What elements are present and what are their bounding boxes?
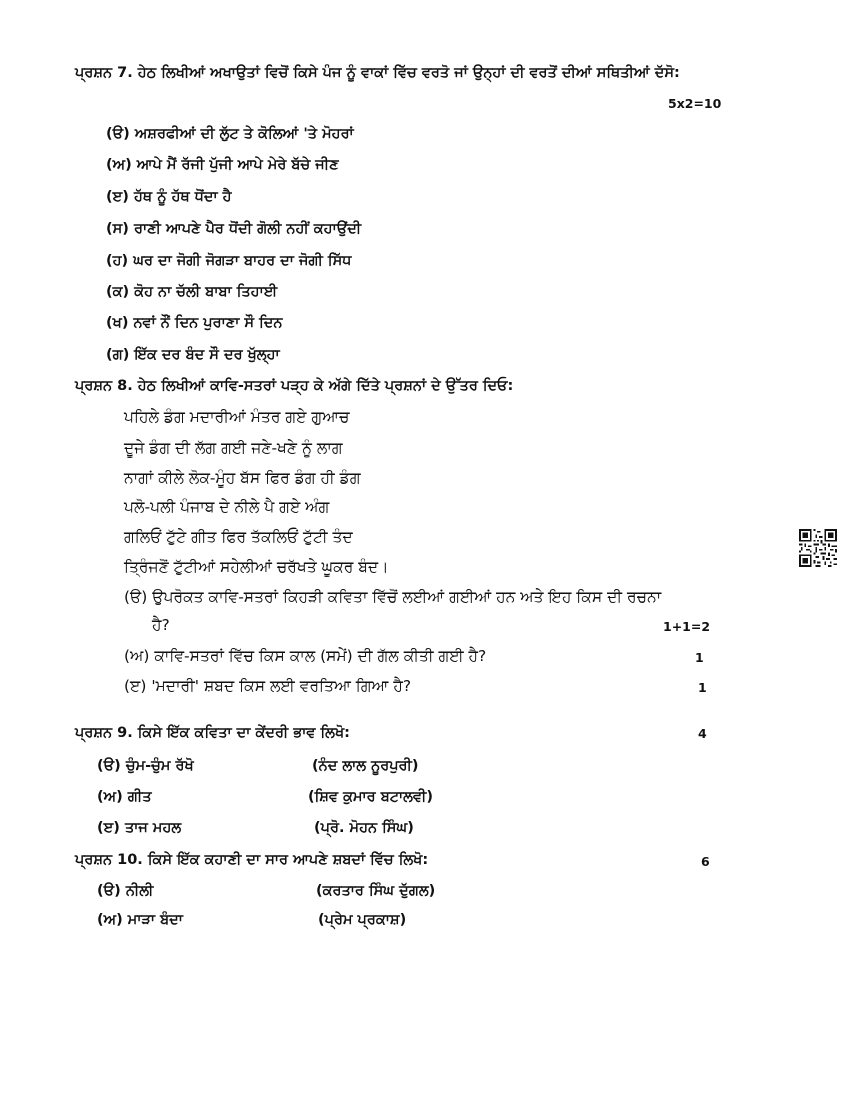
q9-marks: 4: [698, 726, 707, 741]
q10-option-2-author: (ਪ੍ਰੇਮ ਪ੍ਰਕਾਸ਼): [318, 912, 407, 928]
q9-option-2-author: (ਸ਼ਿਵ ਕੁਮਾਰ ਬਟਾਲਵੀ): [308, 789, 434, 805]
q7-option-7: (ਖ) ਨਵਾਂ ਨੌਂ ਦਿਨ ਪੁਰਾਣਾ ਸੌ ਦਿਨ: [106, 315, 283, 331]
q9-option-1: (ੳ) ਚੁੰਮ-ਚੁੰਮ ਰੱਖੋ: [97, 758, 194, 774]
q8-sub-b-marks: 1: [695, 650, 704, 665]
q9-option-3: (ੲ) ਤਾਜ ਮਹਲ: [97, 820, 182, 836]
q8-sub-c: (ੲ) 'ਮਦਾਰੀ' ਸ਼ਬਦ ਕਿਸ ਲਈ ਵਰਤਿਆ ਗਿਆ ਹੈ?: [124, 677, 412, 695]
q7-option-2: (ਅ) ਆਪੇ ਮੈਂ ਰੱਜੀ ਪੁੱਜੀ ਆਪੇ ਮੇਰੇ ਬੱਚੇ ਜੀਣ: [106, 157, 339, 173]
q10-heading: ਪ੍ਰਸ਼ਨ 10. ਕਿਸੇ ਇੱਕ ਕਹਾਣੀ ਦਾ ਸਾਰ ਆਪਣੇ ਸ਼ਬਦਾਂ ਵਿੱਚ ਲਿਖੋ:: [75, 852, 429, 868]
q8-verse-4: ਪਲੋ-ਪਲੀ ਪੰਜਾਬ ਦੇ ਨੀਲੇ ਪੈ ਗਏ ਅੰਗ: [124, 498, 330, 516]
q8-verse-5: ਗਲਿਓਂ ਟੁੱਟੇ ਗੀਤ ਫਿਰ ਤੱਕਲਿਓਂ ਟੁੱਟੀ ਤੰਦ: [124, 528, 353, 546]
q10-option-1-author: (ਕਰਤਾਰ ਸਿੰਘ ਦੁੱਗਲ): [316, 883, 436, 899]
q8-sub-c-marks: 1: [698, 680, 707, 695]
q7-option-3: (ੲ) ਹੱਥ ਨੂੰ ਹੱਥ ਧੋਂਦਾ ਹੈ: [106, 189, 232, 205]
q8-sub-a-cont: ਹੈ?: [152, 616, 170, 634]
q8-heading: ਪ੍ਰਸ਼ਨ 8. ਹੇਠ ਲਿਖੀਆਂ ਕਾਵਿ-ਸਤਰਾਂ ਪੜ੍ਹ ਕੇ ਅੱਗੇ ਦਿੱਤੇ ਪ੍ਰਸ਼ਨਾਂ ਦੇ ਉੱਤਰ ਦਿਓ:: [75, 378, 514, 394]
q7-option-4: (ਸ) ਰਾਣੀ ਆਪਣੇ ਪੈਰ ਧੋਂਦੀ ਗੋਲੀ ਨਹੀਂ ਕਹਾਉਂਦੀ: [106, 221, 362, 237]
q7-option-8: (ਗ) ਇੱਕ ਦਰ ਬੰਦ ਸੌ ਦਰ ਖੁੱਲ੍ਹਾ: [106, 347, 280, 363]
q8-verse-2: ਦੂਜੇ ਡੰਗ ਦੀ ਲੱਗ ਗਈ ਜਣੇ-ਖਣੇ ਨੂੰ ਲਾਗ: [124, 439, 343, 457]
q9-option-1-author: (ਨੰਦ ਲਾਲ ਨੂਰਪੁਰੀ): [312, 758, 419, 774]
q8-sub-a-marks: 1+1=2: [663, 619, 711, 634]
q7-option-6: (ਕ) ਕੋਹ ਨਾ ਚੱਲੀ ਬਾਬਾ ਤਿਹਾਈ: [106, 284, 278, 300]
q7-option-1: (ੳ) ਅਸ਼ਰਫੀਆਂ ਦੀ ਲੁੱਟ ਤੇ ਕੋਲਿਆਂ 'ਤੇ ਮੋਹਰਾਂ: [106, 126, 354, 142]
q7-option-5: (ਹ) ਘਰ ਦਾ ਜੋਗੀ ਜੋਗੜਾ ਬਾਹਰ ਦਾ ਜੋਗੀ ਸਿੱਧ: [106, 253, 352, 269]
q8-sub-a: (ੳ) ਉਪਰੋਕਤ ਕਾਵਿ-ਸਤਰਾਂ ਕਿਹੜੀ ਕਵਿਤਾ ਵਿੱਚੋਂ ਲਈਆਂ ਗਈਆਂ ਹਨ ਅਤੇ ਇਹ ਕਿਸ ਦੀ ਰਚਨਾ: [124, 588, 662, 606]
q9-option-2: (ਅ) ਗੀਤ: [97, 789, 152, 805]
q7-heading: ਪ੍ਰਸ਼ਨ 7. ਹੇਠ ਲਿਖੀਆਂ ਅਖਾਉਤਾਂ ਵਿਚੋਂ ਕਿਸੇ ਪੰਜ ਨੂੰ ਵਾਕਾਂ ਵਿੱਚ ਵਰਤੋ ਜਾਂ ਉਨ੍ਹਾਂ ਦੀ ਵਰਤੋਂ ਦੀਆਂ ਸਥਿਤੀਆਂ ਦੱਸੋ:: [75, 65, 680, 81]
q10-marks: 6: [701, 854, 710, 869]
q7-marks: 5x2=10: [668, 96, 722, 111]
q8-verse-3: ਨਾਗਾਂ ਕੀਲੇ ਲੋਕ-ਮੂੰਹ ਬੱਸ ਫਿਰ ਡੰਗ ਹੀ ਡੰਗ: [124, 469, 361, 487]
q8-sub-b: (ਅ) ਕਾਵਿ-ਸਤਰਾਂ ਵਿੱਚ ਕਿਸ ਕਾਲ (ਸਮੇਂ) ਦੀ ਗੱਲ ਕੀਤੀ ਗਈ ਹੈ?: [124, 647, 487, 665]
q9-heading: ਪ੍ਰਸ਼ਨ 9. ਕਿਸੇ ਇੱਕ ਕਵਿਤਾ ਦਾ ਕੇਂਦਰੀ ਭਾਵ ਲਿਖੋ:: [75, 725, 350, 741]
q10-option-2: (ਅ) ਮਾੜਾ ਬੰਦਾ: [97, 912, 183, 928]
q9-option-3-author: (ਪ੍ਰੋ. ਮੋਹਨ ਸਿੰਘ): [314, 820, 414, 836]
q8-verse-6: ਤ੍ਰਿੰਜਣੋਂ ਟੁੱਟੀਆਂ ਸਹੇਲੀਆਂ ਚਰੱਖਤੇ ਘੂਕਰ ਬੰਦ।: [124, 558, 389, 576]
q10-option-1: (ੳ) ਨੀਲੀ: [97, 883, 154, 899]
q8-verse-1: ਪਹਿਲੇ ਡੰਗ ਮਦਾਰੀਆਂ ਮੰਤਰ ਗਏ ਗੁਆਚ: [124, 408, 350, 426]
qr-code-icon: [799, 529, 837, 567]
